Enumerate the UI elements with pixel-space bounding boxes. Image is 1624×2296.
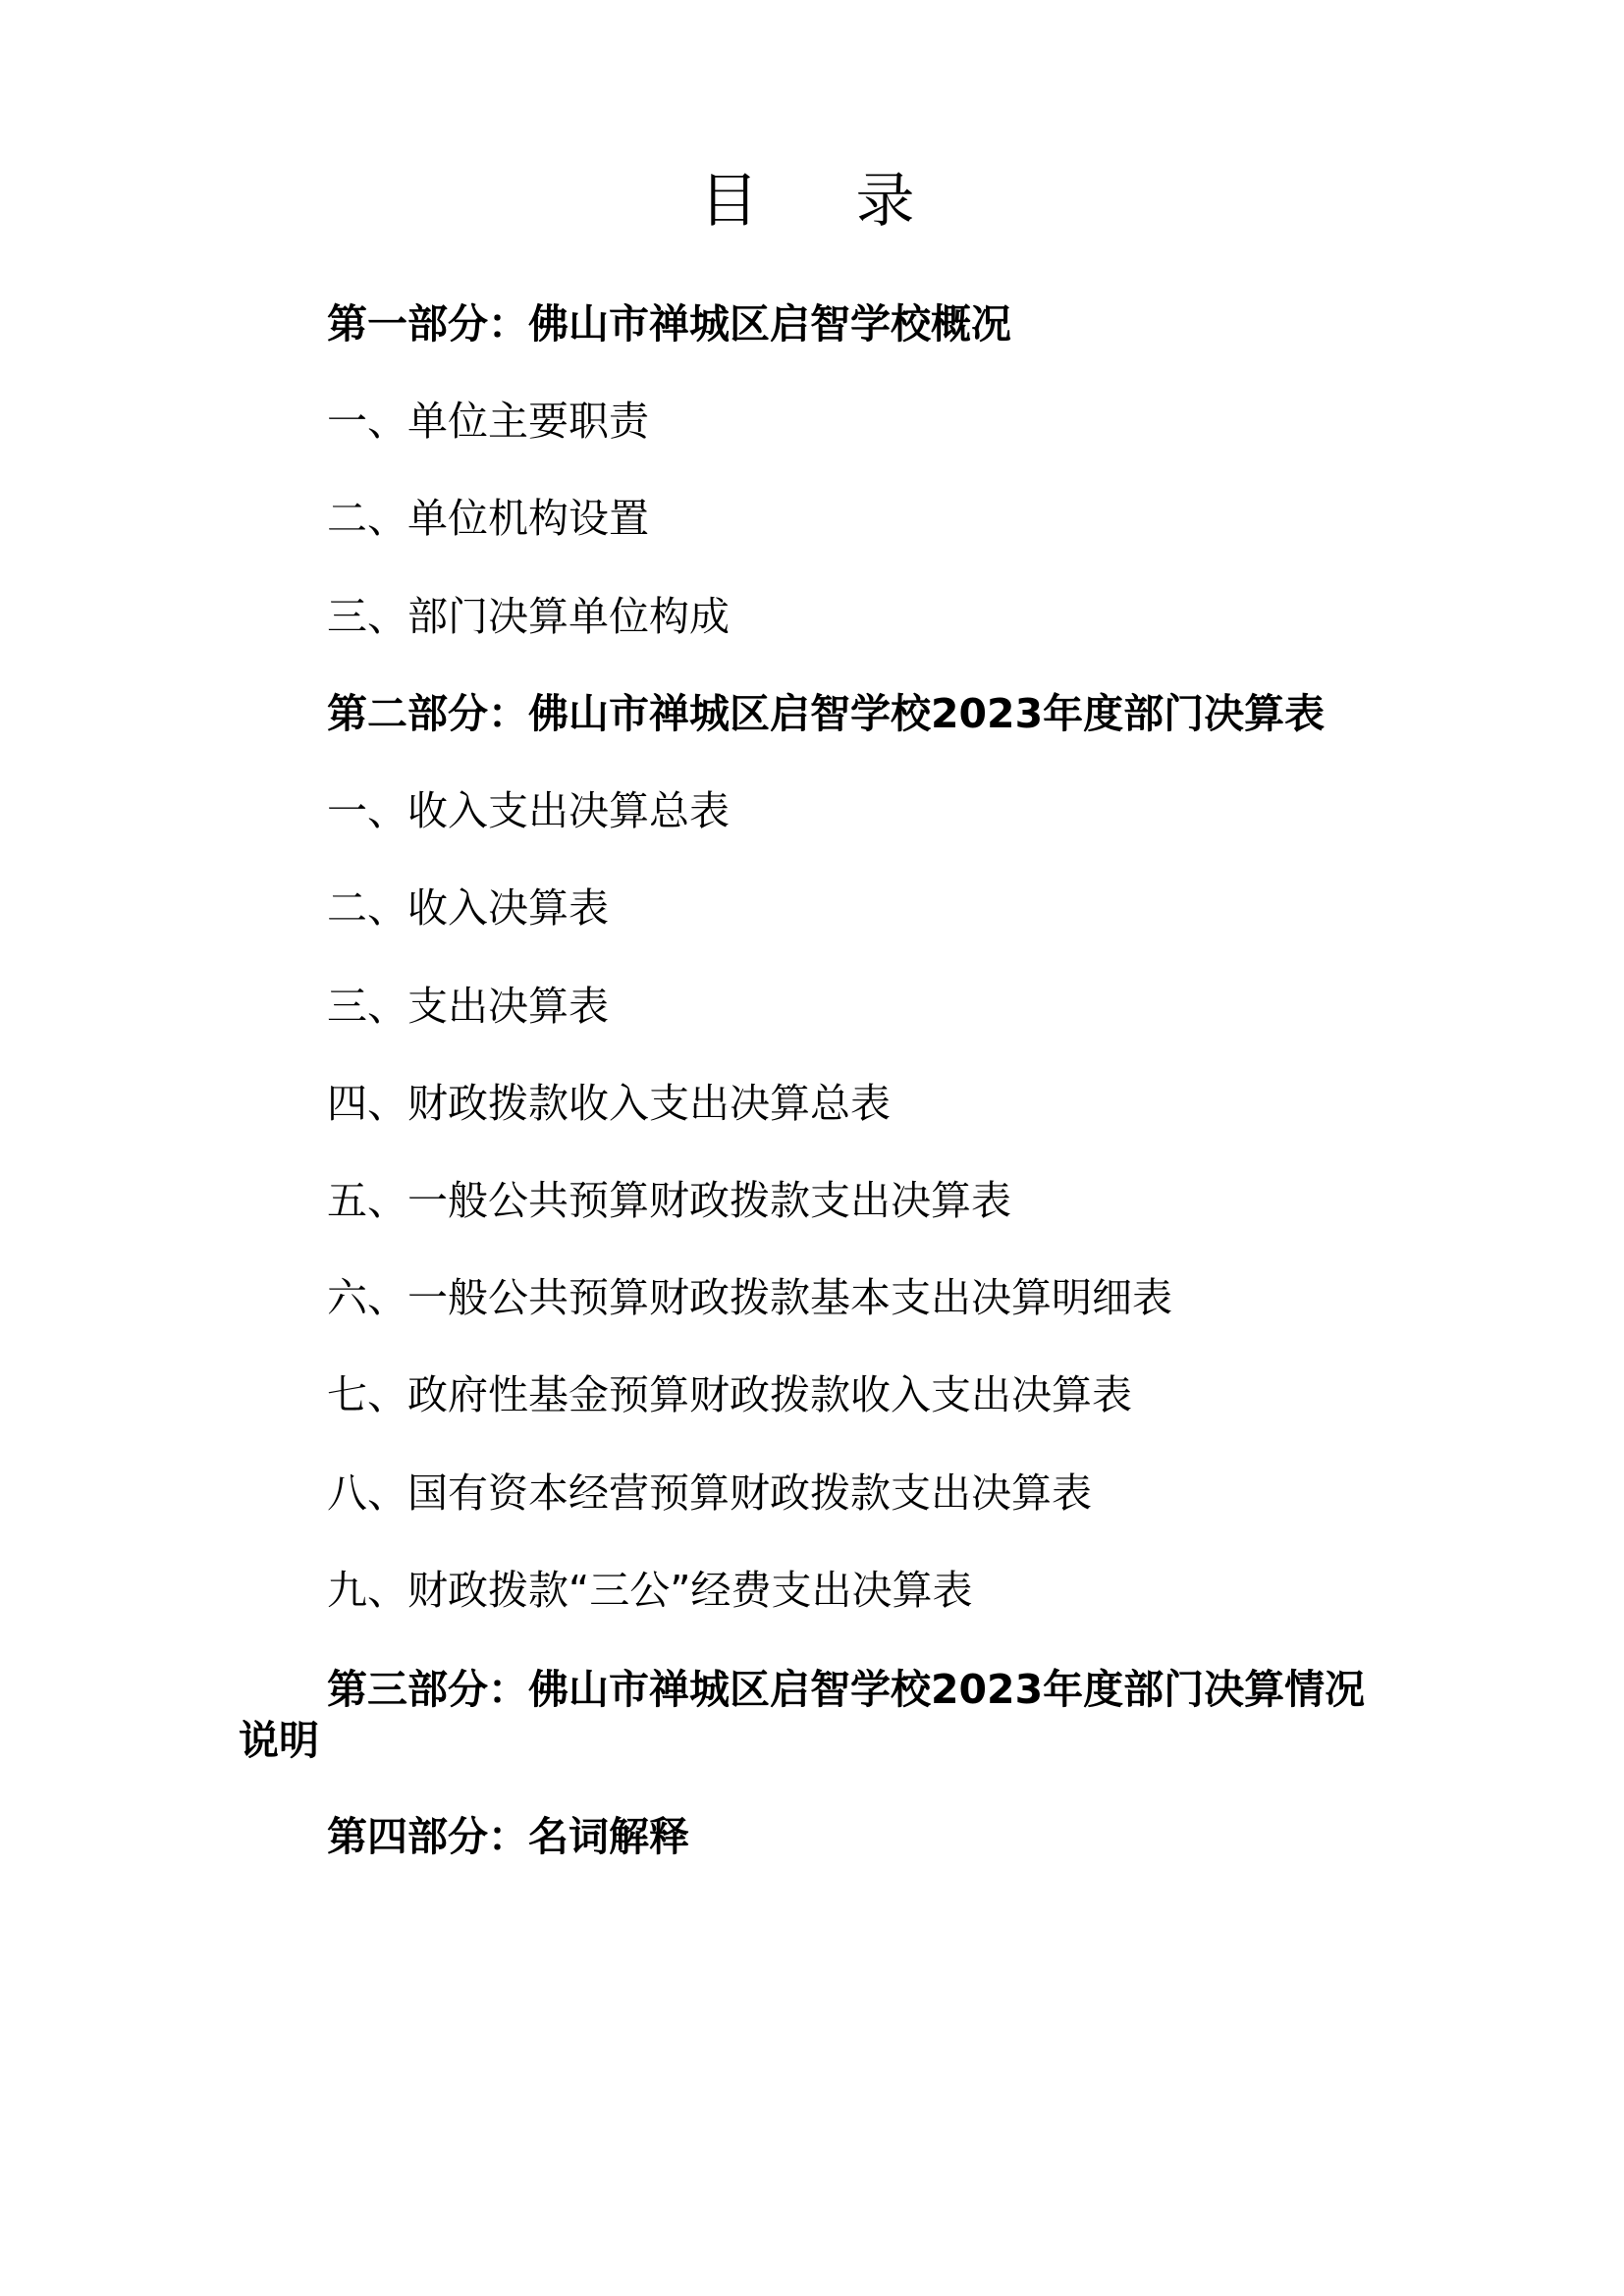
toc-item-table-9: 九、财政拨款“三公”经费支出决算表	[327, 1567, 973, 1614]
toc-title: 目 录	[699, 167, 954, 236]
toc-item-unit-composition: 三、部门决算单位构成	[327, 593, 730, 640]
toc-item-table-3: 三、支出决算表	[327, 983, 609, 1030]
toc-item-unit-duties: 一、单位主要职责	[327, 398, 649, 445]
toc-item-table-1: 一、收入支出决算总表	[327, 787, 730, 834]
toc-item-table-4: 四、财政拨款收入支出决算总表	[327, 1080, 891, 1127]
toc-section-part-3: 第三部分：佛山市禅城区启智学校2023年度部门决算情况说明	[239, 1666, 1366, 1764]
toc-item-table-8: 八、国有资本经营预算财政拨款支出决算表	[327, 1469, 1092, 1517]
toc-item-table-2: 二、收入决算表	[327, 884, 609, 932]
toc-item-table-5: 五、一般公共预算财政拨款支出决算表	[327, 1177, 1011, 1224]
toc-item-unit-structure: 二、单位机构设置	[327, 495, 649, 542]
toc-section-part-2: 第二部分：佛山市禅城区启智学校2023年度部门决算表	[327, 690, 1326, 737]
toc-section-part-4: 第四部分：名词解释	[327, 1813, 689, 1860]
toc-section-part-1: 第一部分：佛山市禅城区启智学校概况	[327, 300, 1011, 347]
toc-item-table-6: 六、一般公共预算财政拨款基本支出决算明细表	[327, 1274, 1172, 1321]
toc-item-table-7: 七、政府性基金预算财政拨款收入支出决算表	[327, 1371, 1132, 1418]
